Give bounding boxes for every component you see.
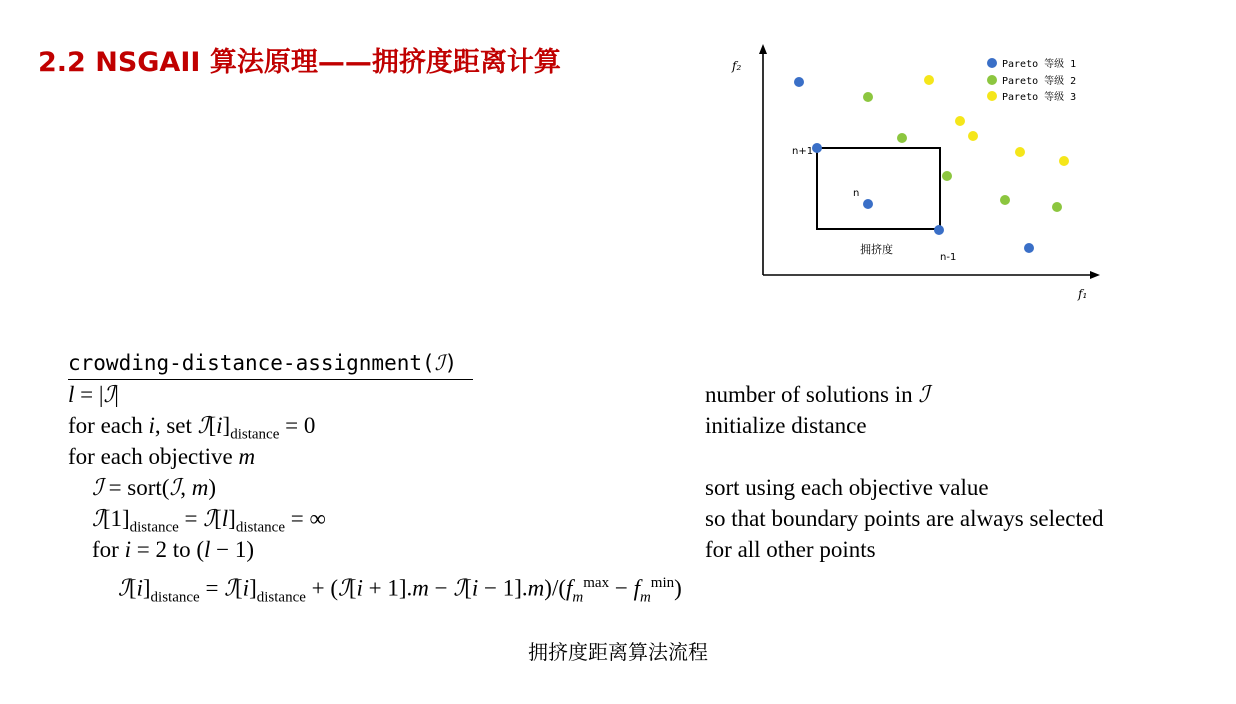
label-crowding: 拥挤度 (860, 243, 893, 256)
figure-caption: 拥挤度距离算法流程 (528, 640, 708, 664)
algo-line-2: for each i, set $ℐ[i]_{distance} = 0$ (68, 413, 316, 443)
comment-line-6: for all other points (705, 537, 876, 562)
point-green (1000, 195, 1010, 205)
point-blue (1024, 243, 1034, 253)
legend-label-2: Pareto 等级 2 (1002, 76, 1077, 87)
algo-line-4: ℐ = sort(ℐ, m) (92, 475, 217, 501)
algo-line-3: for each objective m (68, 444, 256, 469)
label-n: n (853, 188, 860, 199)
point-green (1052, 202, 1062, 212)
algo-line-1: l = |ℐ| (68, 382, 119, 408)
x-axis-arrow (1090, 271, 1100, 279)
legend-dot-2 (987, 75, 997, 85)
point-yellow (1059, 156, 1069, 166)
legend-dot-1 (987, 58, 997, 68)
legend-label-1: Pareto 等级 1 (1002, 59, 1077, 70)
point-green (897, 133, 907, 143)
point-blue (812, 143, 822, 153)
point-green (942, 171, 952, 181)
legend-label-3: Pareto 等级 3 (1002, 92, 1077, 103)
point-yellow (924, 75, 934, 85)
point-blue (863, 199, 873, 209)
y-axis-arrow (759, 44, 767, 54)
comment-line-2: initialize distance (705, 413, 867, 438)
algorithm-header: crowding-distance-assignment(ℐ) (68, 351, 458, 375)
y-axis-label: f₂ (732, 59, 742, 73)
point-yellow (968, 131, 978, 141)
comment-line-4: sort using each objective value (705, 475, 989, 500)
point-yellow (1015, 147, 1025, 157)
header-underline (68, 379, 473, 380)
pareto-figure (726, 30, 1106, 310)
point-blue (794, 77, 804, 87)
x-axis-label: f₁ (1078, 287, 1088, 301)
comment-line-1: number of solutions in ℐ (705, 382, 930, 408)
crowding-box (817, 148, 940, 229)
algo-line-5: $ℐ[1]_{distance}$ = $ℐ[l]_{distance}$ = ∞ (92, 506, 326, 536)
pareto-scatter-plot (726, 30, 1106, 310)
label-n-minus-1: n-1 (940, 252, 957, 263)
legend-dot-3 (987, 91, 997, 101)
algo-line-6: for i = 2 to (l − 1) (92, 537, 255, 562)
point-green (863, 92, 873, 102)
slide-title: 2.2 NSGAII 算法原理——拥挤度距离计算 (38, 47, 561, 78)
algo-line-7: $ℐ[i]_{distance}$ = $ℐ[i]_{distance}$ + (ℐ[i + 1].m − ℐ[i − $1].m)/(f_m^{max} - f_m^{min})$ (118, 575, 682, 606)
comment-line-5: so that boundary points are always selected (705, 506, 1104, 531)
point-yellow (955, 116, 965, 126)
label-n-plus-1: n+1 (792, 146, 814, 157)
point-blue (934, 225, 944, 235)
